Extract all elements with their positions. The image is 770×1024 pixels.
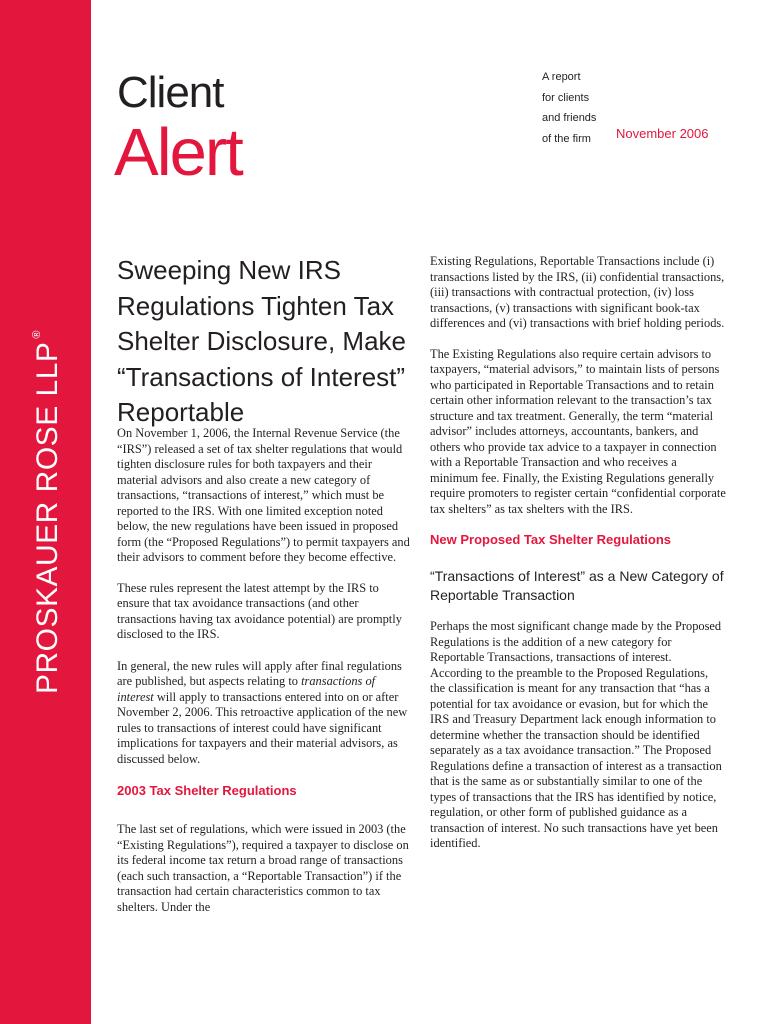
- paragraph-3-rest: will apply to transactions entered into on or after November 2, 2006. This retroactive application of the new rules to transactions of interest could have significant implications for taxpayers and their material advisors, as discussed below.: [117, 689, 408, 766]
- right-column: [430, 254, 726, 867]
- paragraph-3-lead: In general, the new rules will apply after final regulations are published, but aspects relating to: [117, 658, 402, 688]
- report-date: November 2006: [616, 126, 709, 141]
- report-line-3: and friends: [542, 112, 597, 124]
- section-heading-proposed: New Proposed Tax Shelter Regulations: [430, 532, 672, 547]
- brand-alert: Alert: [114, 115, 242, 190]
- paragraph-3-italic: transactions of interest: [117, 674, 376, 704]
- intro-paragraph: On November 1, 2006, the Internal Revenue Service (the “IRS”) released a set of tax shelter regulations that would tighten disclosure rules for both taxpayers and their material advisors and also create a new category of transactions, “transactions of interest,” which must be reported to the IRS. With one limited exception noted below, the new regulations have been issued in proposed form (the “Proposed Regulations”) to permit taxpayers and their advisors to comment before they become effective.: [117, 426, 410, 564]
- right-paragraph-2: The Existing Regulations also require certain advisors to taxpayers, “material advisors,” to maintain lists of persons who participated in Reportable Transactions and to retain certain other information relevant to the transaction’s tax structure and tax treatment. Generally, the term “material advisor” includes attorneys, accountants, bankers, and others who provide tax advice to a taxpayer in connection with a Reportable Transaction and who receives a minimum fee. Finally, the Existing Regulations generally require promoters to register certain “confidential corporate tax shelters” as tax shelters with the IRS.: [430, 346, 726, 516]
- firm-name-label: PROSKAUER ROSE LLP: [31, 341, 64, 695]
- body-paragraph-4: The last set of regulations, which were issued in 2003 (the “Existing Regulations”), required a taxpayer to disclose on its federal income tax return a broad range of transactions (each such transaction, a “Reportable Transaction”) if the transaction had certain characteristics common to tax shelters. Under the: [117, 822, 409, 914]
- body-paragraph-3: [117, 659, 413, 768]
- brand-sidebar: [0, 0, 91, 1024]
- article-headline: Sweeping New IRS Regulations Tighten Tax Shelter Disclosure, Make “Transactions of Interest” Reportable: [117, 255, 406, 427]
- report-line-2: for clients: [542, 91, 590, 104]
- section-heading-2003: 2003 Tax Shelter Regulations: [117, 783, 297, 798]
- report-line-4: of the firm: [542, 132, 591, 145]
- left-column: [117, 426, 413, 930]
- report-description: [542, 67, 596, 149]
- right-paragraph-1: Existing Regulations, Reportable Transactions include (i) transactions listed by the IRS, (ii) confidential transactions, (iii) transactions with contractual protection, (iv) loss transactions, (v) transactions with significant book-tax differences and (vi) transactions with brief holding periods.: [430, 254, 725, 330]
- report-line-1: A report: [542, 71, 581, 83]
- registered-mark: ®: [31, 329, 43, 339]
- body-paragraph-2: These rules represent the latest attempt by the IRS to ensure that tax avoidance transactions (and other transactions having tax avoidance potential) are promptly disclosed to the IRS.: [117, 580, 402, 641]
- brand-client: Client: [117, 68, 224, 117]
- right-paragraph-3: Perhaps the most significant change made by the Proposed Regulations is the addition of a new category for Reportable Transactions, transactions of interest. According to the preamble to the Proposed Regulations, the classification is meant for any transaction that “has a potential for tax avoidance or evasion, but for which the IRS and Treasury Department lack enough information to determine whether the transaction should be identified separately as a tax avoidance transaction.” The Proposed Regulations define a transaction of interest as a transaction that is the same as or substantially similar to one of the types of transactions that the IRS has identified by notice, regulation, or other form of published guidance as a transaction of interest. No such transactions have yet been identified.: [430, 619, 722, 850]
- firm-name-text: [31, 330, 65, 694]
- subheading-transactions-of-interest: “Transactions of Interest” as a New Category of Reportable Transaction: [430, 568, 724, 603]
